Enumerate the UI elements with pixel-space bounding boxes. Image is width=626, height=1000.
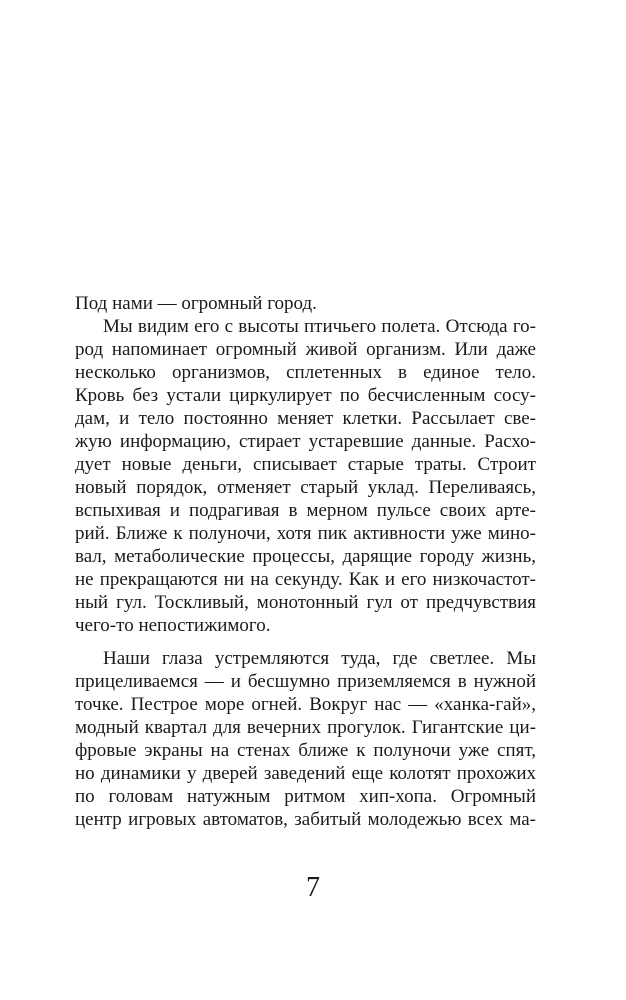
text-line: жую информацию, стирает устаревшие данные. Расхо- bbox=[75, 431, 536, 452]
text-line: модный квартал для вечерних прогулок. Гигантские ци- bbox=[75, 717, 536, 738]
text-line: ный гул. Тоскливый, монотонный гул от предчувствия bbox=[75, 592, 536, 613]
text-line: новый порядок, отменяет старый уклад. Переливаясь, bbox=[75, 477, 536, 498]
text-line: центр игровых автоматов, забитый молодежью всех ма- bbox=[75, 809, 536, 830]
text-line: вал, метаболические процессы, дарящие городу жизнь, bbox=[75, 546, 536, 567]
text-line: Мы видим его с высоты птичьего полета. Отсюда го- bbox=[103, 316, 536, 337]
text-line: род напоминает огромный живой организм. Или даже bbox=[75, 339, 536, 360]
text-line: дует новые деньги, списывает старые траты. Строит bbox=[75, 454, 536, 475]
text-line: дам, и тело постоянно меняет клетки. Рассылает све- bbox=[75, 408, 536, 429]
text-line: Кровь без устали циркулирует по бесчисленным сосу- bbox=[75, 385, 536, 406]
text-line: рий. Ближе к полуночи, хотя пик активности уже мино- bbox=[75, 523, 536, 544]
text-line: Наши глаза устремляются туда, где светлее. Мы bbox=[103, 648, 536, 669]
text-line: Под нами — огромный город. bbox=[75, 293, 317, 314]
text-line: точке. Пестрое море огней. Вокруг нас — «ханка-гай», bbox=[75, 694, 536, 715]
text-line: не прекращаются ни на секунду. Как и его низкочастот- bbox=[75, 569, 536, 590]
text-line: вспыхивая и подрагивая в мерном пульсе своих арте- bbox=[75, 500, 536, 521]
text-line: прицеливаемся — и бесшумно приземляемся в нужной bbox=[75, 671, 536, 692]
text-line: фровые экраны на стенах ближе к полуночи уже спят, bbox=[75, 740, 536, 761]
paragraph-gap bbox=[75, 637, 536, 647]
text-line: но динамики у дверей заведений еще колотят прохожих bbox=[75, 763, 536, 784]
text-line: чего-то непостижимого. bbox=[75, 615, 271, 636]
text-line: несколько организмов, сплетенных в единое тело. bbox=[75, 362, 536, 383]
text-line: по головам натужным ритмом хип-хопа. Огромный bbox=[75, 786, 536, 807]
page-number: 7 bbox=[306, 872, 320, 903]
body-text bbox=[75, 292, 536, 831]
